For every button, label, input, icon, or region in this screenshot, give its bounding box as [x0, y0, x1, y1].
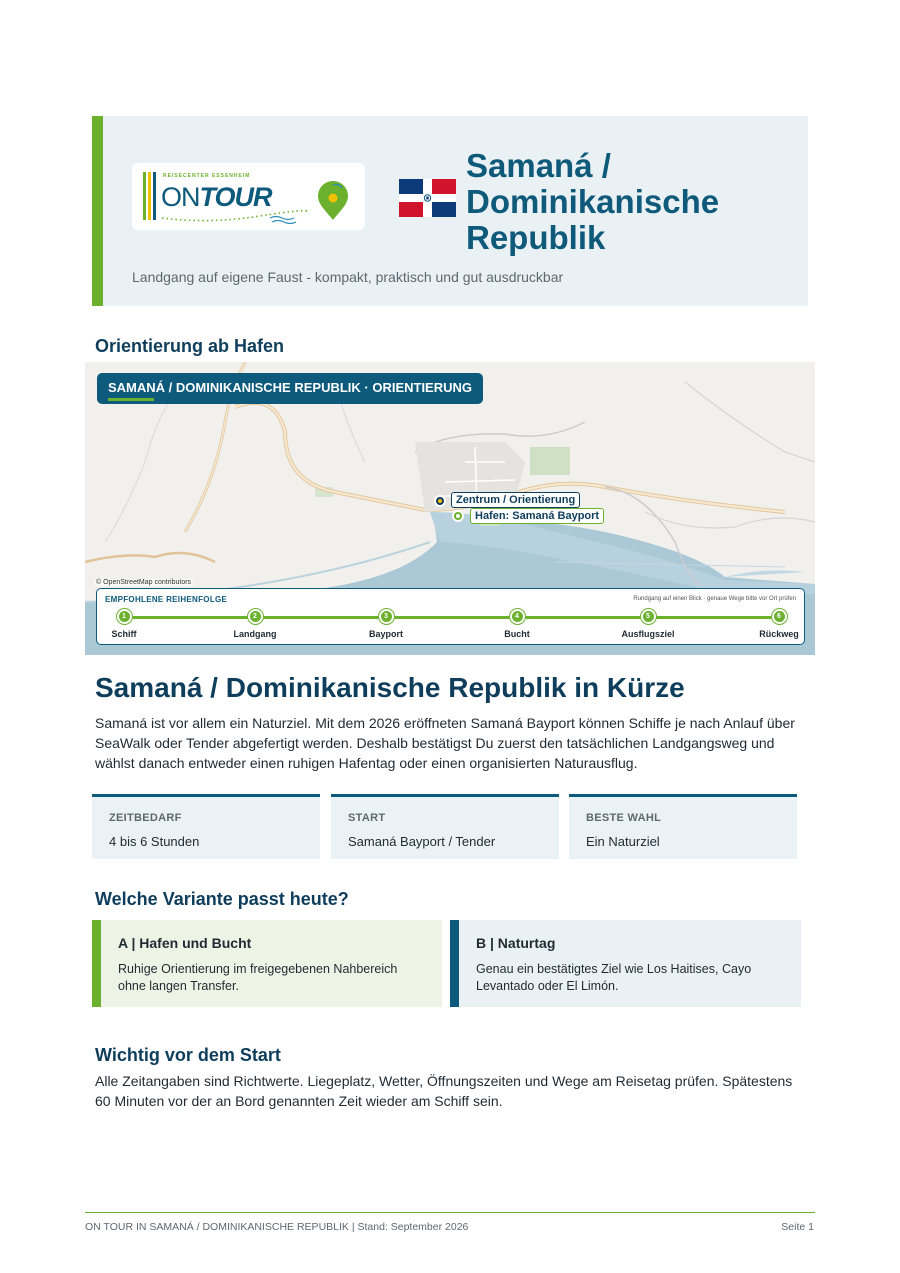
- logo-wordmark: ONTOUR: [161, 182, 272, 212]
- dominican-republic-flag-icon: [399, 179, 456, 217]
- variant-title: B | Naturtag: [476, 935, 556, 951]
- variant-accent-bar: [92, 920, 101, 1007]
- page-subtitle: Landgang auf eigene Faust - kompakt, praktisch und gut ausdruckbar: [132, 269, 564, 285]
- ontour-logo: [132, 163, 365, 230]
- variant-title: A | Hafen und Bucht: [118, 935, 252, 951]
- fact-value: Ein Naturziel: [586, 834, 660, 849]
- route-step: [613, 609, 683, 639]
- variant-card-a: [92, 920, 442, 1007]
- route-step: [220, 609, 290, 639]
- header-panel: [92, 116, 808, 306]
- page-title: Samaná / Dominikanische Republik: [466, 147, 720, 256]
- fact-key: BESTE WAHL: [586, 812, 662, 824]
- fact-card-time: [92, 794, 320, 859]
- route-step-number: 4: [510, 609, 525, 624]
- section-heading-important: Wichtig vor dem Start: [95, 1045, 281, 1065]
- important-text: Alle Zeitangaben sind Richtwerte. Liegeplatz, Wetter, Öffnungszeiten und Wege am Reisetag prüfen. Spätestens 60 Minuten vor der an Bord genannten Zeit wieder am Schiff sein.: [95, 1073, 793, 1109]
- map-label-center[interactable]: Zentrum / Orientierung: [451, 492, 580, 508]
- fact-value: Samaná Bayport / Tender: [348, 834, 496, 849]
- variant-description: Genau ein bestätigtes Ziel wie Los Haitises, Cayo Levantado oder El Limón.: [476, 962, 752, 993]
- route-note: Rundgang auf einen Blick · genaue Wege bitte vor Ort prüfen: [633, 596, 796, 602]
- variant-accent-bar: [450, 920, 459, 1007]
- header-accent-bar: [92, 116, 103, 306]
- route-step: [744, 609, 814, 639]
- route-step: [351, 609, 421, 639]
- fact-card-best-choice: [569, 794, 797, 859]
- section-heading-variants: Welche Variante passt heute?: [95, 889, 349, 909]
- fact-key: START: [348, 812, 386, 824]
- fact-value: 4 bis 6 Stunden: [109, 834, 200, 849]
- section-heading-orientation: Orientierung ab Hafen: [95, 336, 285, 356]
- logo-tagline: REISECENTER ESSENHEIM: [163, 173, 251, 179]
- route-step-number: 5: [641, 609, 656, 624]
- footer-divider: [85, 1212, 815, 1213]
- logo-dotted-path-icon: [160, 208, 310, 224]
- route-step-label: Rückweg: [759, 629, 799, 639]
- logo-stripe: [143, 172, 146, 220]
- variant-card-b: [450, 920, 801, 1007]
- route-step-label: Bayport: [368, 629, 403, 639]
- route-step-label: Landgang: [233, 629, 277, 639]
- route-title: EMPFOHLENE REIHENFOLGE: [105, 595, 228, 604]
- orientation-map[interactable]: [85, 362, 815, 655]
- fact-key: ZEITBEDARF: [109, 812, 182, 824]
- fact-card-start: [331, 794, 559, 859]
- route-step-label: Bucht: [504, 629, 530, 639]
- route-step-label: Ausflugsziel: [621, 629, 675, 639]
- route-step-label: Schiff: [111, 629, 137, 639]
- route-step-number: 1: [117, 609, 132, 624]
- route-step-number: 6: [772, 609, 787, 624]
- route-step-number: 2: [248, 609, 263, 624]
- summary-heading: Samaná / Dominikanische Republik in Kürze: [95, 672, 685, 703]
- route-step: [89, 609, 159, 639]
- page-number: Seite 1: [781, 1221, 814, 1233]
- map-pin-icon: [316, 181, 350, 221]
- route-box: [96, 588, 805, 645]
- map-banner: [97, 373, 483, 404]
- logo-stripe: [148, 172, 151, 220]
- variant-description: Ruhige Orientierung im freigegebenen Nahbereich ohne langen Transfer.: [118, 962, 398, 993]
- logo-stripe: [153, 172, 156, 220]
- map-banner-underline: [108, 398, 154, 401]
- footer-text: ON TOUR IN SAMANÁ / DOMINIKANISCHE REPUBLIK | Stand: September 2026: [85, 1221, 469, 1233]
- route-step-number: 3: [379, 609, 394, 624]
- summary-intro: Samaná ist vor allem ein Naturziel. Mit dem 2026 eröffneten Samaná Bayport können Schiffe je nach Anlauf über SeaWalk oder Tender abgefertigt werden. Deshalb bestätigst Du zuerst den tatsächlichen Landgangsweg und wählst danach entweder einen ruhigen Hafentag oder einen organisierten Naturausflug.: [95, 715, 795, 771]
- map-label-port[interactable]: Hafen: Samaná Bayport: [470, 508, 604, 524]
- map-attribution[interactable]: © OpenStreetMap contributors: [96, 579, 192, 586]
- port-marker-icon[interactable]: [452, 510, 464, 522]
- map-banner-text: SAMANÁ / DOMINIKANISCHE REPUBLIK · ORIENTIERUNG: [108, 380, 473, 395]
- city-center-marker-icon[interactable]: [434, 495, 446, 507]
- route-step: [482, 609, 552, 639]
